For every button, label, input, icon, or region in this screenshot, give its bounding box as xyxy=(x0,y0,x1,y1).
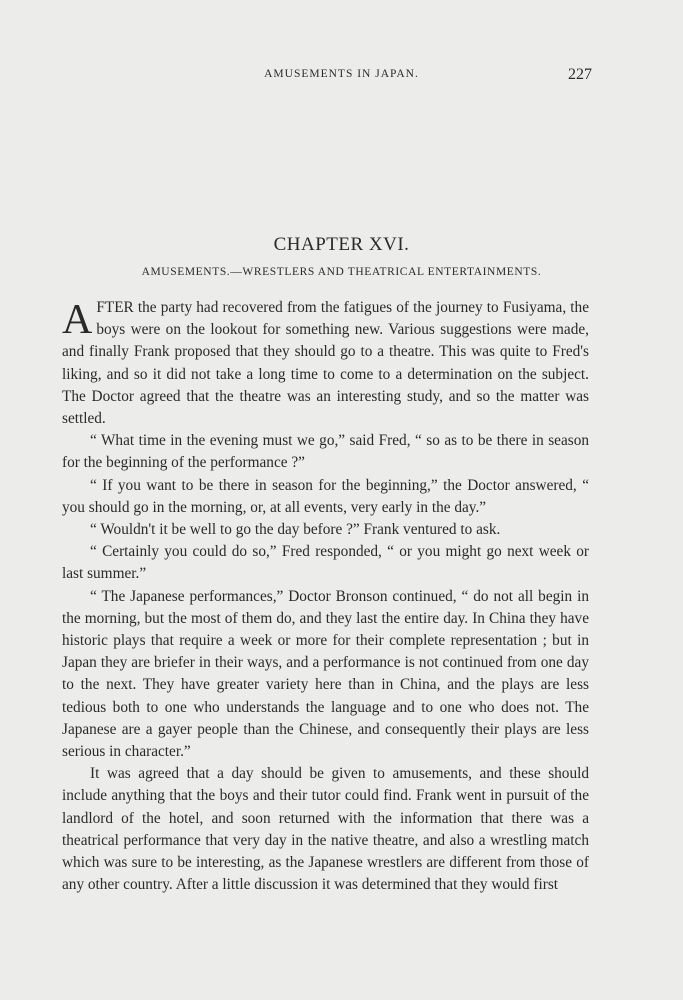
paragraph: It was agreed that a day should be given to amusements, and these should include anything that the boys and their tutor could find. Frank went in pursuit of the landlord of the hotel, and soon returned with the information that there was a theatrical performance that very day in the native theatre, and also a wrestling match which was sure to be interesting, as the Japanese wrestlers are different from those of any other country. After a little discussion it was determined that they would first xyxy=(62,765,589,894)
paragraph: “ The Japanese performances,” Doctor Bronson continued, “ do not all begin in the morning, but the most of them do, and they last the entire day. In China they have historic plays that require a week or more for their complete representation ; but in Japan they are briefer in their ways, and a performance is not continued from one day to the next. They have greater variety here than in China, and the plays are less tedious both to one who understands the language and to one who does not. The Japanese are a gayer people than the Chinese, and consequently their plays are less serious in character.” xyxy=(62,587,589,761)
paragraph xyxy=(62,297,589,430)
paragraph: “ If you want to be there in season for the beginning,” the Doctor answered, “ you should go in the morning, or, at all events, very early in the day.” xyxy=(62,476,589,516)
body-text xyxy=(62,297,589,896)
paragraph: “ What time in the evening must we go,” said Fred, “ so as to be there in season for the beginning of the performance ?” xyxy=(62,432,589,472)
drop-cap: A xyxy=(62,297,93,343)
running-head: AMUSEMENTS IN JAPAN. xyxy=(264,68,419,80)
chapter-title: CHAPTER XVI. xyxy=(273,234,410,255)
paragraph: “ Wouldn't it be well to go the day before ?” Frank ventured to ask. xyxy=(90,521,501,539)
chapter-subtitle: AMUSEMENTS.—WRESTLERS AND THEATRICAL ENTERTAINMENTS. xyxy=(141,266,542,278)
page-number: 227 xyxy=(568,66,592,83)
paragraph-text: FTER the party had recovered from the fatigues of the journey to Fusiyama, the boys were on the lookout for something new. Various suggestions were made, and finally Frank proposed that they should go to a theatre. This was quite to Fred's liking, and so it did not take a long time to come to a determination on the subject. The Doctor agreed that the theatre was an interesting study, and so the matter was settled. xyxy=(62,299,589,428)
paragraph: “ Certainly you could do so,” Fred responded, “ or you might go next week or last summer.” xyxy=(62,543,589,583)
